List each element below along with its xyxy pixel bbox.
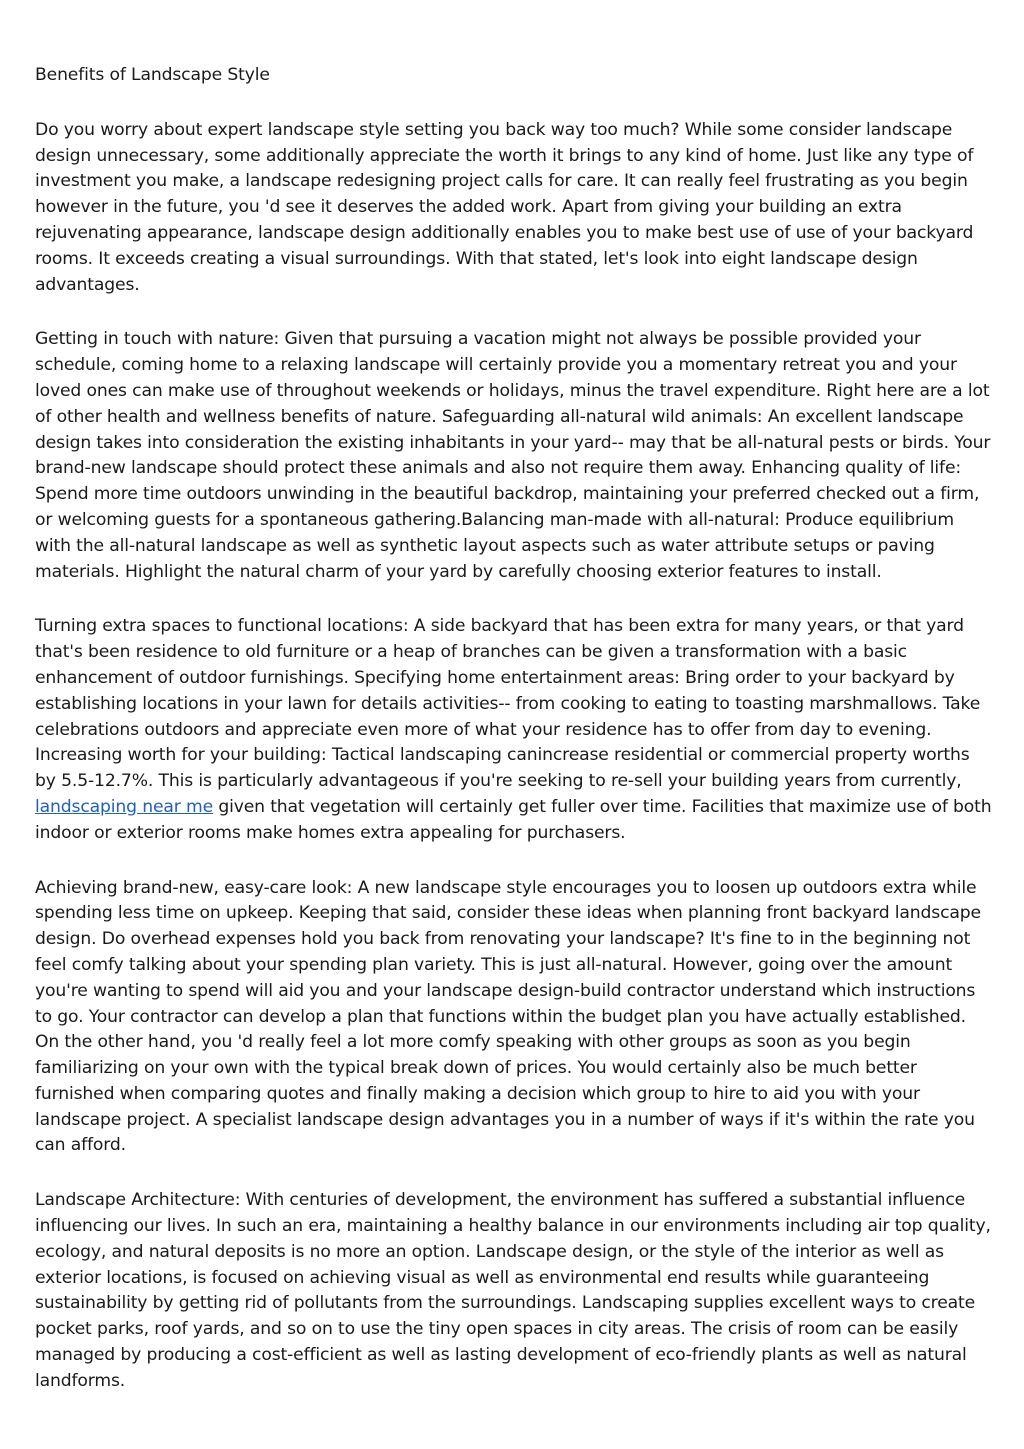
paragraph-intro: Do you worry about expert landscape style setting you back way too much? While some consider landscape design unnecessary, some additionally appreciate the worth it brings to any kind of home. Just like any type of investment you make, a landscape redesigning project calls for care. It can really feel frustrating as you begin however in the future, you 'd see it deserves the added work. Apart from giving your building an extra rejuvenating appearance, landscape design additionally enables you to make best use of use of your backyard rooms. It exceeds creating a visual surroundings. With that stated, let's look into eight landscape design advantages. bbox=[35, 119, 974, 295]
paragraph-text-after-link: given that vegetation will certainly get fuller over time. Facilities that maximize use of both indoor or exterior rooms make homes extra appealing for purchasers. bbox=[35, 796, 992, 843]
paragraph-nature: Getting in touch with nature: Given that pursuing a vacation might not always be possible provided your schedule, coming home to a relaxing landscape will certainly provide you a momentary retreat you and your loved ones can make use of throughout weekends or holidays, minus the travel expenditure. Right here are a lot of other health and wellness benefits of nature. Safeguarding all-natural wild animals: An excellent landscape design takes into consideration the existing inhabitants in your yard-- may that be all-natural pests or birds. Your brand-new landscape should protect these animals and also not require them away. Enhancing quality of life: Spend more time outdoors unwinding in the beautiful backdrop, maintaining your preferred checked out a firm, or welcoming guests for a spontaneous gathering.Balancing man-made with all-natural: Produce equilibrium with the all-natural landscape as well as synthetic layout aspects such as water attribute setups or paving materials. Highlight the natural charm of your yard by carefully choosing exterior features to install. bbox=[35, 329, 991, 582]
paragraph-functional-spaces bbox=[35, 614, 994, 846]
document-title: Benefits of Landscape Style bbox=[35, 65, 270, 85]
landscaping-near-me-link[interactable]: landscaping near me bbox=[35, 796, 213, 817]
paragraph-landscape-architecture: Landscape Architecture: With centuries of development, the environment has suffered a substantial influence influencing our lives. In such an era, maintaining a healthy balance in our environments including air top quality, ecology, and natural deposits is no more an option. Landscape design, or the style of the interior as well as exterior locations, is focused on achieving visual as well as environmental end results while guaranteeing sustainability by getting rid of pollutants from the surroundings. Landscaping supplies excellent ways to create pocket parks, roof yards, and so on to use the tiny open spaces in city areas. The crisis of room can be easily managed by producing a cost-efficient as well as lasting development of eco-friendly plants as well as natural landforms. bbox=[35, 1190, 991, 1391]
paragraph-easy-care: Achieving brand-new, easy-care look: A new landscape style encourages you to loosen up outdoors extra while spending less time on upkeep. Keeping that said, consider these ideas when planning front backyard landscape design. Do overhead expenses hold you back from renovating your landscape? It's fine to in the beginning not feel comfy talking about your spending plan variety. This is just all-natural. However, going over the amount you're wanting to spend will aid you and your landscape design-build contractor understand which instructions to go. Your contractor can develop a plan that functions within the budget plan you have actually established. On the other hand, you 'd really feel a lot more comfy speaking with other groups as soon as you begin familiarizing on your own with the typical break down of prices. You would certainly also be much better furnished when comparing quotes and finally making a decision which group to hire to aid you with your landscape project. A specialist landscape design advantages you in a number of ways if it's within the rate you can afford. bbox=[35, 877, 981, 1156]
paragraph-text-before-link: Turning extra spaces to functional locations: A side backyard that has been extra for many years, or that yard that's been residence to old furniture or a heap of branches can be given a transformation with a basic enhancement of outdoor furnishings. Specifying home entertainment areas: Bring order to your backyard by establishing locations in your lawn for details activities-- from cooking to eating to toasting marshmallows. Take celebrations outdoors and appreciate even more of what your residence has to offer from day to evening. Increasing worth for your building: Tactical landscaping canincrease residential or commercial property worths by 5.5-12.7%. This is particularly advantageous if you're seeking to re-sell your building years from currently, bbox=[35, 616, 981, 792]
